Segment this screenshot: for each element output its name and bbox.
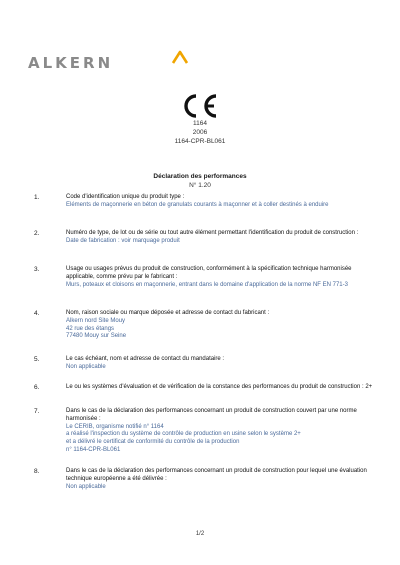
document-number: N° 1.20 bbox=[189, 182, 211, 189]
item-number: 5. bbox=[34, 356, 40, 363]
item-number: 6. bbox=[34, 384, 40, 391]
item-title: Nom, raison sociale ou marque déposée et adresse de contact du fabricant : bbox=[66, 310, 270, 316]
item-value: Non applicable bbox=[66, 363, 106, 370]
ce-marking-block bbox=[0, 93, 400, 146]
item-title: Dans le cas de la déclaration des performances concernant un produit de construction couvert par une norme harmonisée : bbox=[66, 408, 357, 422]
item-value: Eléments de maçonnerie en béton de granulats courants à maçonner et à coller destinés à enduire bbox=[66, 201, 329, 208]
item-value: Alkern nord Site Mouy 42 rue des étangs 77480 Mouy sur Seine bbox=[66, 317, 127, 340]
document-title: Déclaration des performances bbox=[153, 173, 247, 180]
certificate-number: 1164-CPR-BL061 bbox=[174, 138, 226, 145]
item-title: Dans le cas de la déclaration des performances concernant un produit de construction pour lequel une évaluation technique européenne a été délivrée : bbox=[66, 468, 367, 482]
item-title: Le cas échéant, nom et adresse de contact du mandataire : bbox=[66, 356, 225, 362]
company-logo bbox=[28, 54, 113, 72]
page-number: 1/2 bbox=[195, 531, 205, 537]
ce-year: 2006 bbox=[192, 129, 208, 136]
item-number: 7. bbox=[34, 408, 40, 415]
item-number: 1. bbox=[34, 194, 40, 201]
item-number: 3. bbox=[34, 266, 40, 273]
item-title: Le ou les systèmes d'évaluation et de vérification de la constance des performances du produit de construction : 2+ bbox=[66, 384, 373, 390]
item-number: 8. bbox=[34, 468, 40, 475]
item-value: Le CERIB, organisme notifié n° 1164 a réalisé l'inspection du système de contrôle de production en usine selon le système 2+ et a délivré le certificat de conformité du contrôle de la production n° 1164-CPR-BL061 bbox=[66, 423, 301, 453]
logo-wordmark: ALKERN bbox=[28, 54, 114, 72]
item-title: Usage ou usages prévus du produit de construction, conformément à la spécification technique harmonisée applicable, comme prévu par le fabricant : bbox=[66, 266, 352, 280]
item-title: Code d'identification unique du produit type : bbox=[66, 194, 185, 200]
item-value: Murs, poteaux et cloisons en maçonnerie, entrant dans le domaine d'application de la norme NF EN 771-3 bbox=[66, 281, 348, 288]
item-value: Non applicable bbox=[66, 483, 106, 490]
item-title: Numéro de type, de lot ou de série ou tout autre élément permettant l'identification du produit de construction : bbox=[66, 230, 359, 236]
item-number: 2. bbox=[34, 230, 40, 237]
ce-mark-icon bbox=[0, 93, 400, 119]
notified-body-number: 1164 bbox=[193, 120, 207, 127]
item-value: Date de fabrication : voir marquage produit bbox=[66, 237, 180, 244]
item-number: 4. bbox=[34, 310, 40, 317]
